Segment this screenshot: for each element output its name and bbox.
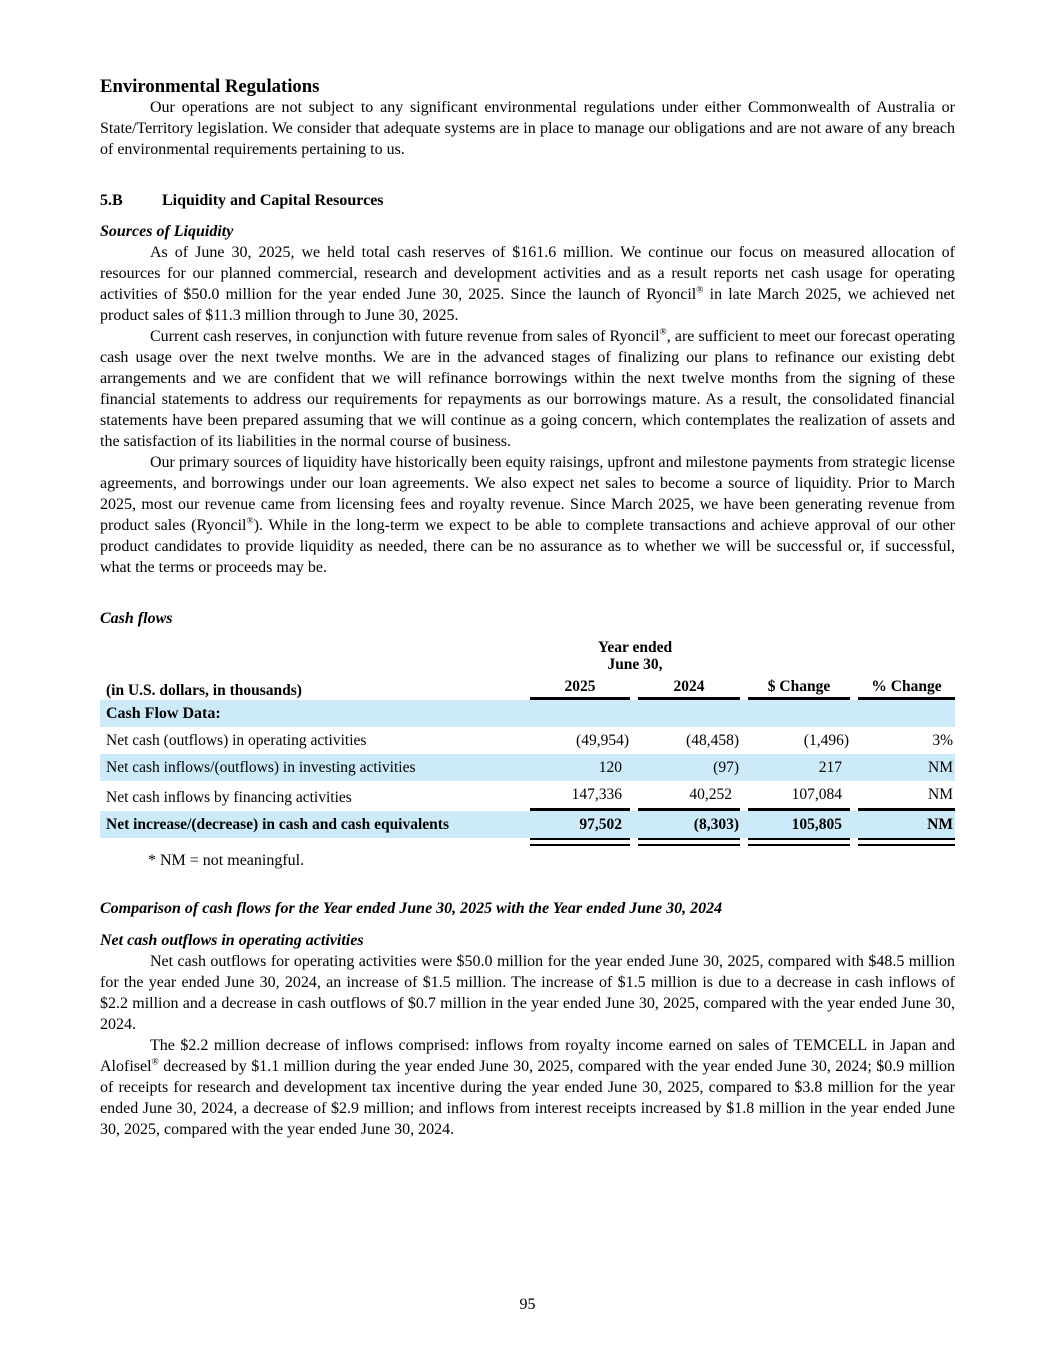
column-header-dollar-change: $ Change [748,678,850,700]
column-header-2024: 2024 [638,678,740,700]
row-value: 120 [598,759,622,776]
row-value: NM [928,759,953,776]
comparison-heading: Comparison of cash flows for the Year ended June 30, 2025 with the Year ended June 30, 2024 [100,900,723,917]
table-row [100,754,955,781]
item-number: 5.B [100,192,123,209]
text-segment: Current cash reserves, in conjunction with future revenue from sales of Ryoncil [150,328,660,345]
double-underline [530,838,630,846]
unit-label: (in U.S. dollars, in thousands) [106,682,302,699]
period-header [530,639,740,678]
text-segment: Net cash outflows for operating activities were $50.0 million for the year ended June 30, 2025, compared with $48.5 million for the year ended June 30, 2024, an increase of $1.5 million. The increase of $1.5 million is due to a decrease in cash inflows of $2.2 million and a decrease in cash outflows of $0.7 million in the year ended June 30, 2025, compared with the year ended June 30, 2024. [100,953,955,1033]
row-value: 105,805 [791,816,842,833]
registered-trademark-symbol: ® [659,327,667,338]
row-value: 40,252 [638,781,740,811]
table-row [100,727,955,754]
liquidity-paragraph-1 [100,242,955,326]
text-segment: Our primary sources of liquidity have historically been equity raisings, upfront and milestone payments from strategic license agreements, and borrowings under our loan agreements. We also expect net sales to become a source of liquidity. Prior to March 2025, most our revenue came from licensing fees and royalty revenue. Since March 2025, we have been generating revenue from product sales (Ryoncil [100,454,955,534]
text-segment: decreased by $1.1 million during the year ended June 30, 2025, compared with the year ended June 30, 2024; $0.9 million of receipts for research and development tax incentive during the year ended June 30, 2025, compared to $3.8 million for the year ended June 30, 2024, a decrease of $2.9 million; and inflows from interest receipts increased by $1.8 million in the year ended June 30, 2025, compared with the year ended June 30, 2024. [100,1058,955,1138]
table-period-row [100,639,955,678]
row-value: 147,336 [530,781,630,811]
row-value: 217 [818,759,842,776]
row-value: (49,954) [576,732,629,749]
double-underline [638,838,740,846]
registered-trademark-symbol: ® [696,285,704,296]
row-label: Net cash (outflows) in operating activities [106,732,367,749]
operating-paragraph-2 [100,1035,955,1140]
liquidity-paragraph-3 [100,452,955,578]
sources-of-liquidity-heading: Sources of Liquidity [100,223,234,240]
text-segment: The $2.2 million decrease of inflows comprised: inflows from royalty income earned on sales of TEMCELL in Japan and Alofisel [100,1037,955,1075]
row-value: (8,303) [693,816,739,833]
row-value: (97) [713,759,739,776]
operating-paragraph-1 [100,951,955,1035]
table-section-header: Cash Flow Data: [106,705,221,722]
row-label: Net cash inflows/(outflows) in investing activities [106,759,416,776]
text-segment: in late March 2025, we achieved net product sales of $11.3 million through to June 30, 2025. [100,286,955,324]
table-section-header-row [100,700,955,727]
table-column-headers [100,678,955,700]
registered-trademark-symbol: ® [151,1057,159,1068]
row-value: 3% [932,732,953,749]
text-segment: Our operations are not subject to any significant environmental regulations under either Commonwealth of Australia or State/Territory legislation. We consider that adequate systems are in place to manage our obligations and are not aware of any breach of environmental requirements pertaining to us. [100,99,955,158]
cash-flow-table [100,639,955,846]
double-underline-row [100,838,955,846]
row-value: NM [927,816,953,833]
page-number: 95 [519,1296,536,1313]
registered-trademark-symbol: ® [246,516,254,527]
table-footnote: * NM = not meaningful. [148,852,305,869]
row-value: NM [858,781,955,811]
item-5b-heading [100,190,955,211]
operating-activities-heading: Net cash outflows in operating activities [100,932,364,949]
column-header-2025: 2025 [530,678,630,700]
environmental-paragraph [100,97,955,160]
liquidity-paragraph-2 [100,326,955,452]
row-label: Net increase/(decrease) in cash and cash equivalents [106,816,449,833]
row-value: (48,458) [686,732,739,749]
cash-flows-heading: Cash flows [100,610,173,627]
double-underline [748,838,850,846]
text-segment: ). While in the long-term we expect to be able to complete transactions and achieve approval of our other product candidates to provide liquidity as needed, there can be no assurance as to whether we will be successful or, if successful, what the terms or proceeds may be. [100,517,955,576]
double-underline [858,838,955,846]
item-title: Liquidity and Capital Resources [162,192,384,209]
text-segment: As of June 30, 2025, we held total cash reserves of $161.6 million. We continue our focus on measured allocation of resources for our planned commercial, research and development activities and as a result reports net cash usage for operating activities of $50.0 million for the year ended June 30, 2025. Since the launch of Ryoncil [100,244,955,303]
row-value: 97,502 [579,816,622,833]
table-row [100,811,955,838]
period-header-line1: Year ended [597,639,673,656]
row-label: Net cash inflows by financing activities [106,789,352,806]
period-header-line2: June 30, [607,656,663,673]
cash-flow-table-body [100,727,955,846]
text-segment: , are sufficient to meet our forecast operating cash usage over the next twelve months. We are in the advanced stages of finalizing our plans to refinance our existing debt arrangements and we are confident that we will refinance borrowings within the next twelve months from the signing of these financial statements to address our requirements for repayments as our borrowings mature. As a result, the consolidated financial statements have been prepared assuming that we will continue as a going concern, which contemplates the realization of assets and the satisfaction of its liabilities in the normal course of business. [100,328,955,450]
row-value: (1,496) [803,732,849,749]
column-header-percent-change: % Change [858,678,955,700]
table-row [100,781,955,811]
row-value: 107,084 [748,781,850,811]
environmental-regulations-heading: Environmental Regulations [100,76,320,97]
